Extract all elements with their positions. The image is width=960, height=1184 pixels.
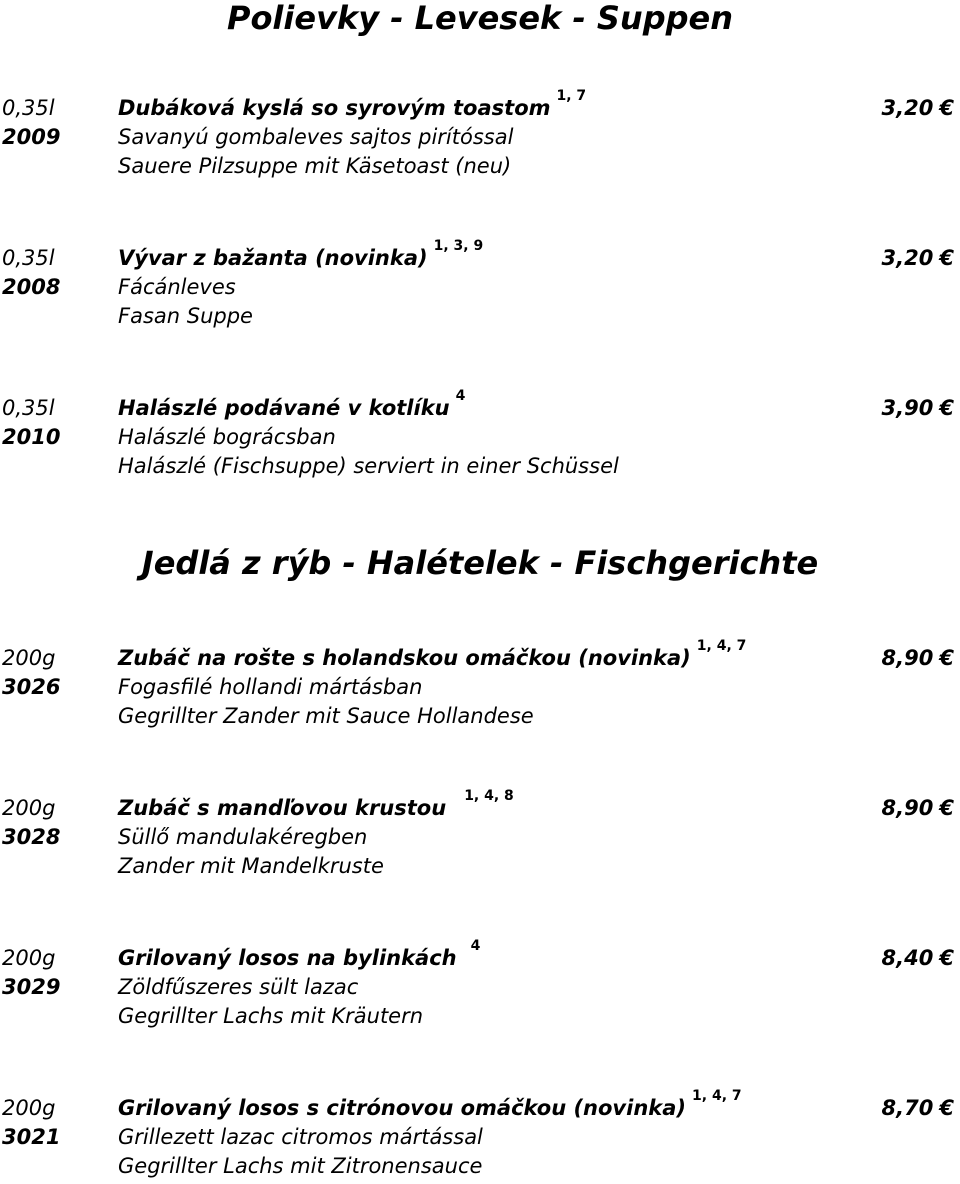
- item-name: [118, 788, 514, 822]
- item-name-text: Dubáková kyslá so syrovým toastom: [118, 96, 551, 120]
- menu-item: [0, 938, 960, 1034]
- menu-item: [0, 88, 960, 184]
- item-name-hungarian: Fogasfilé hollandi mártásban: [118, 675, 423, 699]
- item-price: [882, 94, 954, 122]
- item-name-text: Grilovaný losos s citrónovou omáčkou (novinka): [118, 1096, 687, 1120]
- item-quantity: 200g: [2, 646, 56, 670]
- item-name-hungarian: Zöldfűszeres sült lazac: [118, 975, 359, 999]
- euro-icon: €: [939, 646, 954, 670]
- item-price: [882, 244, 954, 272]
- item-code: 3029: [2, 975, 61, 999]
- item-quantity: 0,35l: [2, 396, 55, 420]
- item-allergens: 4: [455, 388, 466, 404]
- euro-icon: €: [939, 96, 954, 120]
- item-price: [882, 1094, 954, 1122]
- item-name: [118, 388, 466, 422]
- menu-item: [0, 638, 960, 734]
- item-allergens: 1, 3, 9: [433, 238, 484, 254]
- item-price-value: 8,70: [881, 1096, 934, 1120]
- item-code: 2009: [2, 125, 61, 149]
- item-name-hungarian: Halászlé bográcsban: [118, 425, 336, 449]
- item-allergens: 1, 7: [556, 88, 587, 104]
- item-name-german: Gegrillter Zander mit Sauce Hollandese: [118, 704, 534, 728]
- item-name-text: Zubáč na rošte s holandskou omáčkou (novinka): [118, 646, 691, 670]
- item-allergens: 1, 4, 7: [696, 638, 747, 654]
- item-name-german: Gegrillter Lachs mit Kräutern: [118, 1004, 424, 1028]
- item-code: 3026: [2, 675, 61, 699]
- item-price: [882, 394, 954, 422]
- item-quantity: 200g: [2, 1096, 56, 1120]
- item-quantity: 200g: [2, 796, 56, 820]
- item-name: [118, 88, 587, 122]
- section-title-soups: Polievky - Levesek - Suppen: [226, 0, 733, 37]
- item-code: 3028: [2, 825, 61, 849]
- item-price: [882, 644, 954, 672]
- item-price: [882, 794, 954, 822]
- item-code: 3021: [2, 1125, 61, 1149]
- euro-icon: €: [939, 796, 954, 820]
- item-price-value: 8,90: [881, 646, 934, 670]
- menu-item: [0, 788, 960, 884]
- item-price-value: 8,40: [881, 946, 934, 970]
- euro-icon: €: [939, 946, 954, 970]
- item-name-hungarian: Fácánleves: [118, 275, 236, 299]
- item-name-german: Gegrillter Lachs mit Zitronensauce: [118, 1154, 483, 1178]
- item-name: [118, 938, 481, 972]
- euro-icon: €: [939, 246, 954, 270]
- item-code: 2010: [2, 425, 61, 449]
- item-allergens: 4: [470, 938, 481, 954]
- item-price-value: 3,20: [881, 246, 934, 270]
- menu-item: [0, 1088, 960, 1184]
- euro-icon: €: [939, 1096, 954, 1120]
- menu-item: [0, 238, 960, 334]
- item-price: [882, 944, 954, 972]
- item-allergens: 1, 4, 7: [692, 1088, 742, 1104]
- item-allergens: 1, 4, 8: [464, 788, 514, 804]
- item-name: [118, 638, 747, 672]
- item-name-text: Halászlé podávané v kotlíku: [118, 396, 450, 420]
- item-name-german: Fasan Suppe: [118, 304, 253, 328]
- item-name-text: Vývar z bažanta (novinka): [118, 246, 428, 270]
- section-title-fish: Jedlá z rýb - Halételek - Fischgerichte: [141, 544, 819, 582]
- menu-item: [0, 388, 960, 484]
- item-price-value: 8,90: [881, 796, 934, 820]
- item-name-hungarian: Savanyú gombaleves sajtos pirítóssal: [118, 125, 514, 149]
- item-name-german: Sauere Pilzsuppe mit Käsetoast (neu): [118, 154, 512, 178]
- item-name-text: Grilovaný losos na bylinkách: [118, 946, 457, 970]
- item-name: [118, 238, 484, 272]
- item-name: [118, 1088, 742, 1122]
- euro-icon: €: [939, 396, 954, 420]
- item-name-hungarian: Grillezett lazac citromos mártással: [118, 1125, 483, 1149]
- item-name-text: Zubáč s mandľovou krustou: [118, 796, 447, 820]
- item-quantity: 0,35l: [2, 246, 55, 270]
- item-name-hungarian: Süllő mandulakéregben: [118, 825, 368, 849]
- item-code: 2008: [2, 275, 61, 299]
- item-price-value: 3,20: [881, 96, 934, 120]
- item-quantity: 200g: [2, 946, 56, 970]
- item-name-german: Zander mit Mandelkruste: [118, 854, 384, 878]
- item-name-german: Halászlé (Fischsuppe) serviert in einer Schüssel: [118, 454, 619, 478]
- item-quantity: 0,35l: [2, 96, 55, 120]
- item-price-value: 3,90: [881, 396, 934, 420]
